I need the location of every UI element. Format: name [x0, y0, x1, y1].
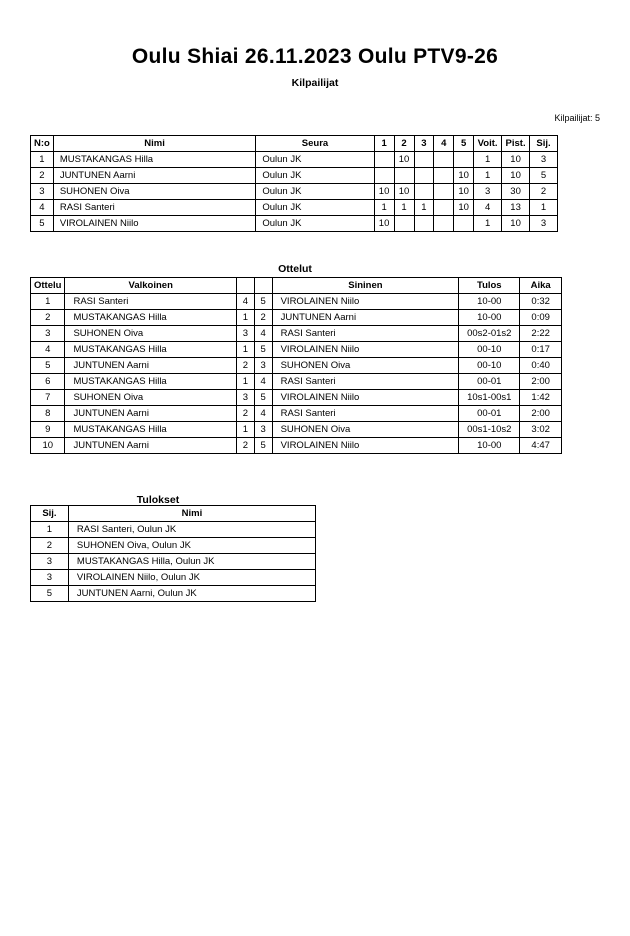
- cell-time: 1:42: [520, 390, 562, 406]
- cell-result-rank: 2: [31, 538, 69, 554]
- cell-white: SUHONEN Oiva: [65, 326, 236, 342]
- cell-result-rank: 3: [31, 554, 69, 570]
- cell-time: 0:09: [520, 310, 562, 326]
- col-header-m2: 2: [394, 136, 414, 152]
- page-title: Oulu Shiai 26.11.2023 Oulu PTV9-26: [131, 45, 499, 68]
- cell-blue: SUHONEN Oiva: [272, 358, 459, 374]
- cell-time: 2:22: [520, 326, 562, 342]
- cell-time: 4:47: [520, 438, 562, 454]
- table-row: [31, 358, 562, 374]
- table-row: [31, 168, 558, 184]
- cell-time: 2:00: [520, 406, 562, 422]
- cell-match-num: 3: [31, 326, 65, 342]
- cell-rank: 3: [530, 216, 558, 232]
- cell-m3: [414, 216, 434, 232]
- cell-match-num: 5: [31, 358, 65, 374]
- cell-blue: SUHONEN Oiva: [272, 422, 459, 438]
- cell-m3: 1: [414, 200, 434, 216]
- cell-m1: 10: [374, 184, 394, 200]
- cell-club: Oulun JK: [256, 152, 374, 168]
- competitors-count: Kilpailijat: 5: [554, 113, 600, 123]
- cell-m5: [454, 152, 474, 168]
- cell-m1: [374, 152, 394, 168]
- cell-blue-num: 3: [254, 358, 272, 374]
- table-row: [31, 152, 558, 168]
- cell-m5: [454, 216, 474, 232]
- cell-blue: VIROLAINEN Niilo: [272, 438, 459, 454]
- cell-result: 00s2-01s2: [459, 326, 520, 342]
- document-page: [0, 45, 630, 936]
- table-row: [31, 406, 562, 422]
- table-row: [31, 342, 562, 358]
- table-row: [31, 310, 562, 326]
- cell-m4: [434, 216, 454, 232]
- cell-blue-num: 5: [254, 342, 272, 358]
- cell-white-num: 1: [236, 422, 254, 438]
- cell-blue: RASI Santeri: [272, 326, 459, 342]
- cell-rank: 2: [530, 184, 558, 200]
- cell-match-num: 8: [31, 406, 65, 422]
- cell-m4: [434, 184, 454, 200]
- cell-points: 10: [502, 152, 530, 168]
- competitors-table-wrap: [30, 135, 558, 232]
- cell-white: MUSTAKANGAS Hilla: [65, 422, 236, 438]
- cell-m5: 10: [454, 200, 474, 216]
- cell-match-num: 10: [31, 438, 65, 454]
- cell-time: 2:00: [520, 374, 562, 390]
- cell-m2: [394, 216, 414, 232]
- cell-result: 10-00: [459, 294, 520, 310]
- cell-white-num: 1: [236, 374, 254, 390]
- cell-wins: 1: [474, 216, 502, 232]
- matches-heading: Ottelut: [278, 263, 312, 275]
- cell-white-num: 2: [236, 438, 254, 454]
- table-row: [31, 438, 562, 454]
- cell-white: SUHONEN Oiva: [65, 390, 236, 406]
- col-header-m3: 3: [414, 136, 434, 152]
- col-header-blue-num: [254, 278, 272, 294]
- cell-rank: 1: [530, 200, 558, 216]
- results-table-wrap: [30, 505, 316, 602]
- cell-match-num: 6: [31, 374, 65, 390]
- table-row: [31, 390, 562, 406]
- cell-rank: 5: [530, 168, 558, 184]
- cell-result: 00s1-10s2: [459, 422, 520, 438]
- cell-name: JUNTUNEN Aarni: [53, 168, 256, 184]
- cell-white: RASI Santeri: [65, 294, 236, 310]
- table-row: [31, 570, 316, 586]
- cell-white: JUNTUNEN Aarni: [65, 438, 236, 454]
- cell-white-num: 3: [236, 390, 254, 406]
- cell-white-num: 2: [236, 358, 254, 374]
- col-header-wins: Voit.: [474, 136, 502, 152]
- cell-blue-num: 3: [254, 422, 272, 438]
- cell-blue-num: 5: [254, 438, 272, 454]
- cell-no: 1: [31, 152, 54, 168]
- cell-m1: 10: [374, 216, 394, 232]
- table-row: [31, 200, 558, 216]
- cell-blue-num: 2: [254, 310, 272, 326]
- cell-name: RASI Santeri: [53, 200, 256, 216]
- table-row: [31, 374, 562, 390]
- cell-m4: [434, 152, 454, 168]
- cell-time: 0:17: [520, 342, 562, 358]
- cell-no: 5: [31, 216, 54, 232]
- cell-blue: RASI Santeri: [272, 374, 459, 390]
- cell-result: 10-00: [459, 310, 520, 326]
- cell-white-num: 1: [236, 342, 254, 358]
- cell-blue-num: 4: [254, 406, 272, 422]
- col-header-result-rank: Sij.: [31, 506, 69, 522]
- cell-blue-num: 5: [254, 294, 272, 310]
- cell-m3: [414, 184, 434, 200]
- col-header-white: Valkoinen: [65, 278, 236, 294]
- cell-result-rank: 3: [31, 570, 69, 586]
- cell-blue: VIROLAINEN Niilo: [272, 390, 459, 406]
- cell-blue: VIROLAINEN Niilo: [272, 342, 459, 358]
- cell-no: 3: [31, 184, 54, 200]
- cell-m2: 10: [394, 152, 414, 168]
- cell-match-num: 1: [31, 294, 65, 310]
- cell-m1: 1: [374, 200, 394, 216]
- cell-result-name: SUHONEN Oiva, Oulun JK: [68, 538, 315, 554]
- cell-white-num: 4: [236, 294, 254, 310]
- cell-no: 2: [31, 168, 54, 184]
- cell-result-name: MUSTAKANGAS Hilla, Oulun JK: [68, 554, 315, 570]
- matches-table-wrap: [30, 277, 562, 454]
- cell-blue-num: 4: [254, 326, 272, 342]
- cell-club: Oulun JK: [256, 216, 374, 232]
- cell-white: JUNTUNEN Aarni: [65, 406, 236, 422]
- results-heading: Tulokset: [136, 494, 180, 506]
- table-header-row: [31, 278, 562, 294]
- cell-white: MUSTAKANGAS Hilla: [65, 310, 236, 326]
- cell-time: 3:02: [520, 422, 562, 438]
- cell-match-num: 2: [31, 310, 65, 326]
- col-header-m5: 5: [454, 136, 474, 152]
- cell-m5: 10: [454, 168, 474, 184]
- cell-result: 00-01: [459, 374, 520, 390]
- cell-result: 00-01: [459, 406, 520, 422]
- cell-match-num: 4: [31, 342, 65, 358]
- col-header-blue: Sininen: [272, 278, 459, 294]
- cell-white-num: 3: [236, 326, 254, 342]
- cell-wins: 3: [474, 184, 502, 200]
- cell-points: 10: [502, 216, 530, 232]
- col-header-m1: 1: [374, 136, 394, 152]
- table-row: [31, 538, 316, 554]
- cell-points: 13: [502, 200, 530, 216]
- competitors-heading: Kilpailijat: [291, 77, 339, 89]
- table-row: [31, 216, 558, 232]
- col-header-result-name: Nimi: [68, 506, 315, 522]
- cell-wins: 4: [474, 200, 502, 216]
- results-table: [30, 505, 316, 602]
- table-row: [31, 326, 562, 342]
- cell-result-name: RASI Santeri, Oulun JK: [68, 522, 315, 538]
- cell-blue: VIROLAINEN Niilo: [272, 294, 459, 310]
- cell-club: Oulun JK: [256, 200, 374, 216]
- cell-points: 30: [502, 184, 530, 200]
- cell-name: VIROLAINEN Niilo: [53, 216, 256, 232]
- cell-result-rank: 5: [31, 586, 69, 602]
- cell-rank: 3: [530, 152, 558, 168]
- cell-blue-num: 4: [254, 374, 272, 390]
- cell-points: 10: [502, 168, 530, 184]
- col-header-points: Pist.: [502, 136, 530, 152]
- cell-m3: [414, 152, 434, 168]
- cell-wins: 1: [474, 152, 502, 168]
- cell-m2: 1: [394, 200, 414, 216]
- cell-name: MUSTAKANGAS Hilla: [53, 152, 256, 168]
- cell-white: JUNTUNEN Aarni: [65, 358, 236, 374]
- table-row: [31, 422, 562, 438]
- table-header-row: [31, 506, 316, 522]
- cell-result: 10s1-00s1: [459, 390, 520, 406]
- col-header-club: Seura: [256, 136, 374, 152]
- col-header-name: Nimi: [53, 136, 256, 152]
- col-header-m4: 4: [434, 136, 454, 152]
- cell-m4: [434, 168, 454, 184]
- table-row: [31, 184, 558, 200]
- cell-m1: [374, 168, 394, 184]
- cell-blue-num: 5: [254, 390, 272, 406]
- cell-blue: RASI Santeri: [272, 406, 459, 422]
- table-row: [31, 586, 316, 602]
- cell-match-num: 9: [31, 422, 65, 438]
- col-header-rank: Sij.: [530, 136, 558, 152]
- cell-m2: 10: [394, 184, 414, 200]
- cell-blue: JUNTUNEN Aarni: [272, 310, 459, 326]
- cell-result: 00-10: [459, 342, 520, 358]
- cell-club: Oulun JK: [256, 184, 374, 200]
- cell-match-num: 7: [31, 390, 65, 406]
- cell-m2: [394, 168, 414, 184]
- col-header-no: N:o: [31, 136, 54, 152]
- competitors-table: [30, 135, 558, 232]
- matches-table: [30, 277, 562, 454]
- cell-result: 10-00: [459, 438, 520, 454]
- cell-wins: 1: [474, 168, 502, 184]
- cell-m5: 10: [454, 184, 474, 200]
- col-header-result: Tulos: [459, 278, 520, 294]
- cell-result-rank: 1: [31, 522, 69, 538]
- cell-no: 4: [31, 200, 54, 216]
- table-row: [31, 554, 316, 570]
- table-header-row: [31, 136, 558, 152]
- cell-result: 00-10: [459, 358, 520, 374]
- cell-white: MUSTAKANGAS Hilla: [65, 342, 236, 358]
- cell-white-num: 1: [236, 310, 254, 326]
- cell-result-name: VIROLAINEN Niilo, Oulun JK: [68, 570, 315, 586]
- cell-name: SUHONEN Oiva: [53, 184, 256, 200]
- cell-result-name: JUNTUNEN Aarni, Oulun JK: [68, 586, 315, 602]
- table-row: [31, 522, 316, 538]
- cell-m3: [414, 168, 434, 184]
- col-header-time: Aika: [520, 278, 562, 294]
- col-header-white-num: [236, 278, 254, 294]
- cell-white: MUSTAKANGAS Hilla: [65, 374, 236, 390]
- cell-club: Oulun JK: [256, 168, 374, 184]
- cell-time: 0:40: [520, 358, 562, 374]
- cell-white-num: 2: [236, 406, 254, 422]
- table-row: [31, 294, 562, 310]
- cell-time: 0:32: [520, 294, 562, 310]
- cell-m4: [434, 200, 454, 216]
- col-header-match-num: Ottelu: [31, 278, 65, 294]
